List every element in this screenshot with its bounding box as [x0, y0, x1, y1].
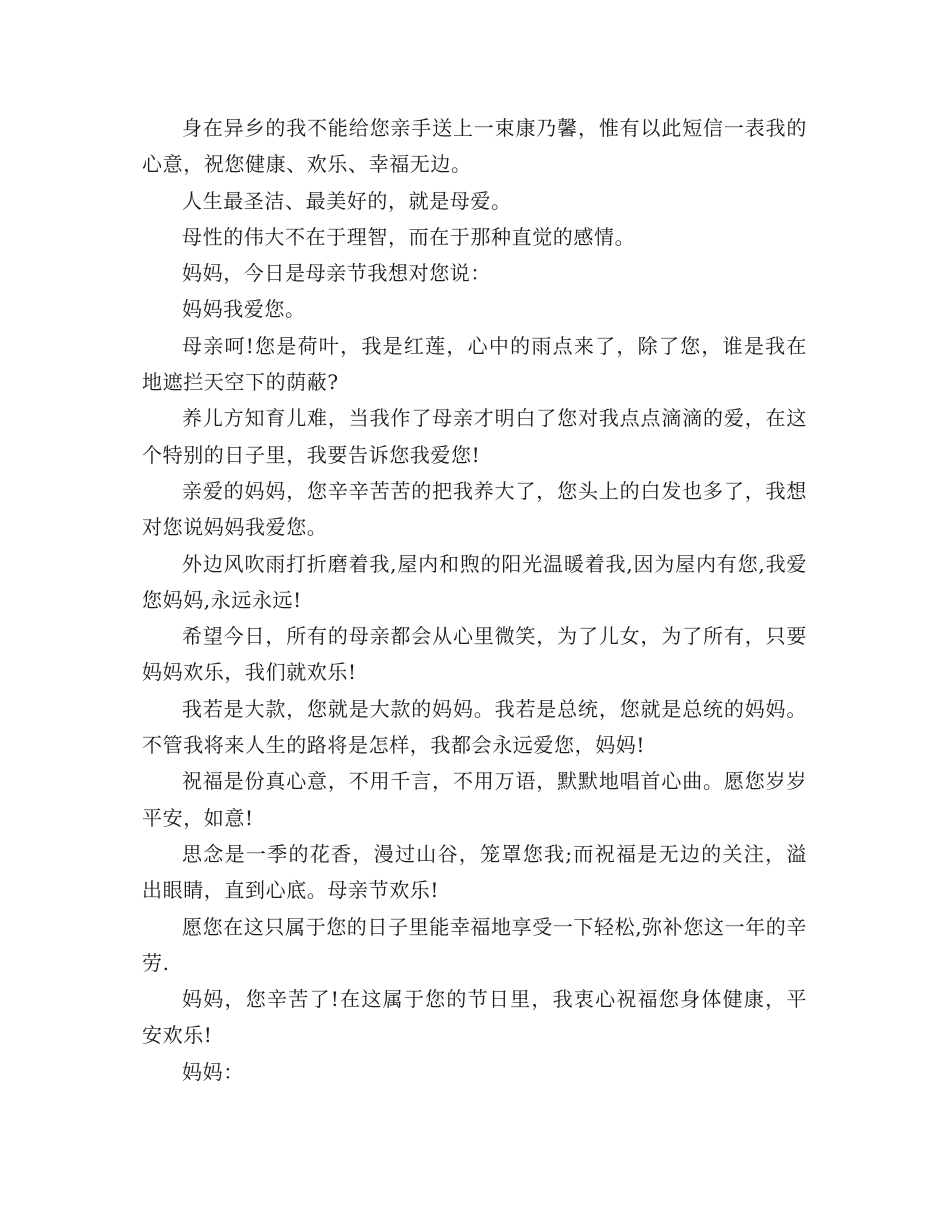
paragraph-4: 妈妈，今日是母亲节我想对您说：: [182, 261, 491, 286]
paragraph-7: 养儿方知育儿难，当我作了母亲才明白了您对我点点滴滴的爱，在这个特别的日子里，我要告诉您我爱您!: [142, 406, 807, 467]
document-page: [142, 110, 807, 1090]
paragraph-3: 母性的伟大不在于理智，而在于那种直觉的感情。: [182, 224, 636, 249]
paragraph-13: 思念是一季的花香，漫过山谷，笼罩您我;而祝福是无边的关注，溢出眼睛，直到心底。母亲节欢乐!: [142, 841, 807, 903]
paragraph-6: 母亲呵!您是荷叶，我是红莲，心中的雨点来了，除了您，谁是我在地遮拦天空下的荫蔽?: [142, 333, 807, 395]
paragraph-15: 妈妈，您辛苦了!在这属于您的节日里，我衷心祝福您身体健康，平安欢乐!: [142, 987, 807, 1048]
paragraph-10: 希望今日，所有的母亲都会从心里微笑，为了儿女，为了所有，只要妈妈欢乐，我们就欢乐!: [142, 624, 807, 685]
paragraph-2: 人生最圣洁、最美好的，就是母爱。: [182, 188, 512, 213]
paragraph-8: 亲爱的妈妈，您辛辛苦苦的把我养大了，您头上的白发也多了，我想对您说妈妈我爱您。: [142, 478, 807, 540]
paragraph-1: 身在异乡的我不能给您亲手送上一束康乃馨，惟有以此短信一表我的心意，祝您健康、欢乐、幸福无边。: [142, 116, 807, 177]
paragraph-9: 外边风吹雨打折磨着我,屋内和煦的阳光温暖着我,因为屋内有您,我爱您妈妈,永远永远!: [142, 551, 807, 612]
paragraph-5: 妈妈我爱您。: [182, 297, 306, 322]
paragraph-16: 妈妈：: [182, 1059, 244, 1084]
paragraph-11: 我若是大款，您就是大款的妈妈。我若是总统，您就是总统的妈妈。不管我将来人生的路将是怎样，我都会永远爱您，妈妈!: [142, 696, 807, 758]
paragraph-12: 祝福是份真心意，不用千言，不用万语，默默地唱首心曲。愿您岁岁平安，如意!: [142, 769, 807, 830]
paragraph-14: 愿您在这只属于您的日子里能幸福地享受一下轻松,弥补您这一年的辛劳.: [142, 914, 807, 975]
